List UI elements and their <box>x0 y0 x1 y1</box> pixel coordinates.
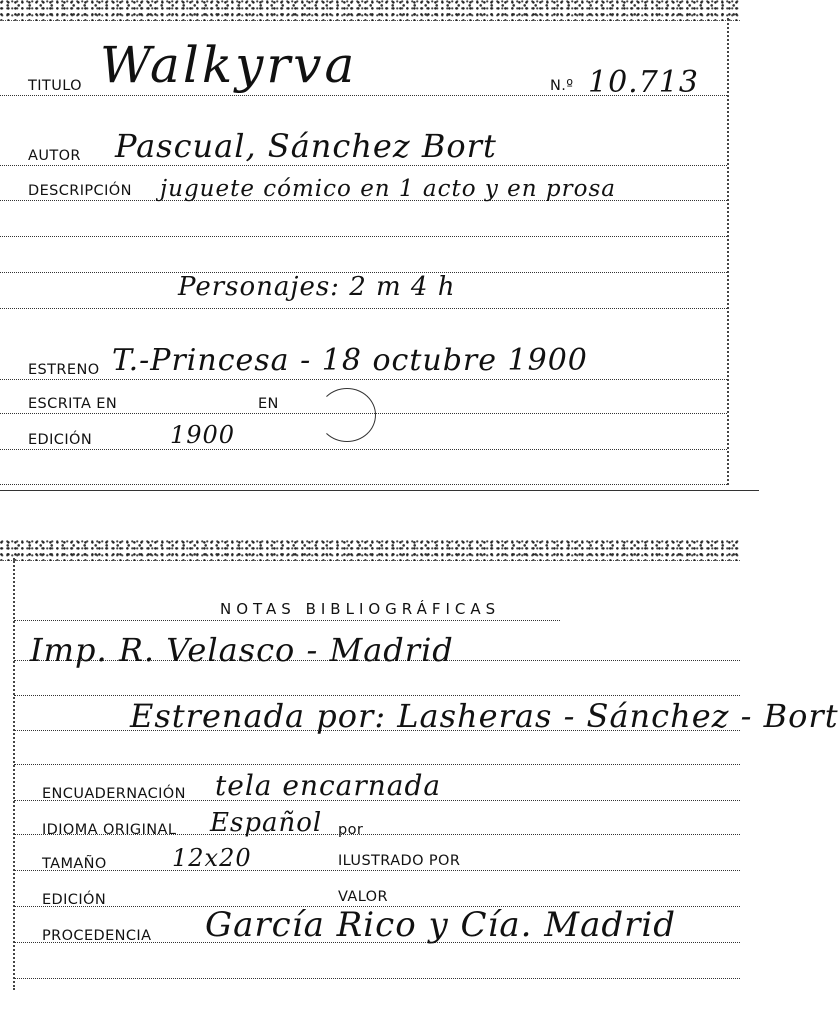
descripcion-label: DESCRIPCIÓN <box>28 183 132 199</box>
rule-line <box>0 449 727 450</box>
tamano-label: TAMAÑO <box>42 856 107 872</box>
procedencia-value: García Rico y Cía. Madrid <box>205 905 677 945</box>
valor-label: VALOR <box>338 889 388 905</box>
idioma-original-value: Español <box>210 808 323 838</box>
estreno-value: T.-Princesa - 18 octubre 1900 <box>112 343 588 378</box>
descripcion-value: juguete cómico en 1 acto y en prosa <box>160 176 616 202</box>
en-label: EN <box>258 396 279 412</box>
encuadernacion-label: ENCUADERNACIÓN <box>42 786 186 802</box>
edicion-label: EDICIÓN <box>28 432 93 448</box>
rule-line <box>0 308 727 309</box>
rule-line <box>0 165 727 166</box>
rule-line <box>0 236 727 237</box>
encuadernacion-value: tela encarnada <box>215 769 442 802</box>
edicion-value: 1900 <box>170 421 236 449</box>
card-left-border <box>13 558 15 990</box>
numero-value: 10.713 <box>588 65 699 100</box>
notas-bibliograficas-title: NOTAS BIBLIOGRÁFICAS <box>220 600 501 618</box>
idioma-original-label: IDIOMA ORIGINAL <box>42 822 177 838</box>
card-separator <box>0 490 759 491</box>
rule-line <box>14 978 740 979</box>
edicion-back-label: EDICIÓN <box>42 892 107 908</box>
ilustrado-por-label: ILUSTRADO POR <box>338 853 461 869</box>
rule-line <box>14 870 740 871</box>
numero-label: N.º <box>550 78 574 94</box>
catalog-card-back <box>0 540 839 990</box>
notes-line-2: Estrenada por: Lasheras - Sánchez - Bort <box>130 697 839 735</box>
autor-value: Pascual, Sánchez Bort <box>115 127 497 165</box>
rule-line <box>0 484 727 485</box>
titulo-value: Walkyrva <box>100 36 358 94</box>
notes-line-1: Imp. R. Velasco - Madrid <box>30 631 454 669</box>
rule-line <box>14 620 560 621</box>
por-label: por <box>338 822 364 838</box>
titulo-label: TITULO <box>28 78 82 94</box>
escrita-en-label: ESCRITA EN <box>28 396 118 412</box>
autor-label: AUTOR <box>28 148 81 164</box>
ink-circle-mark <box>318 388 376 442</box>
estreno-label: ESTRENO <box>28 362 100 378</box>
catalog-card-front <box>0 0 740 485</box>
personajes-value: Personajes: 2 m 4 h <box>178 272 456 302</box>
procedencia-label: PROCEDENCIA <box>42 928 152 944</box>
rule-line <box>0 379 727 380</box>
card-right-border <box>727 18 729 485</box>
torn-top-edge <box>0 540 740 561</box>
tamano-value: 12x20 <box>172 844 252 872</box>
rule-line <box>14 764 740 765</box>
rule-line <box>14 695 740 696</box>
torn-top-edge <box>0 0 740 21</box>
